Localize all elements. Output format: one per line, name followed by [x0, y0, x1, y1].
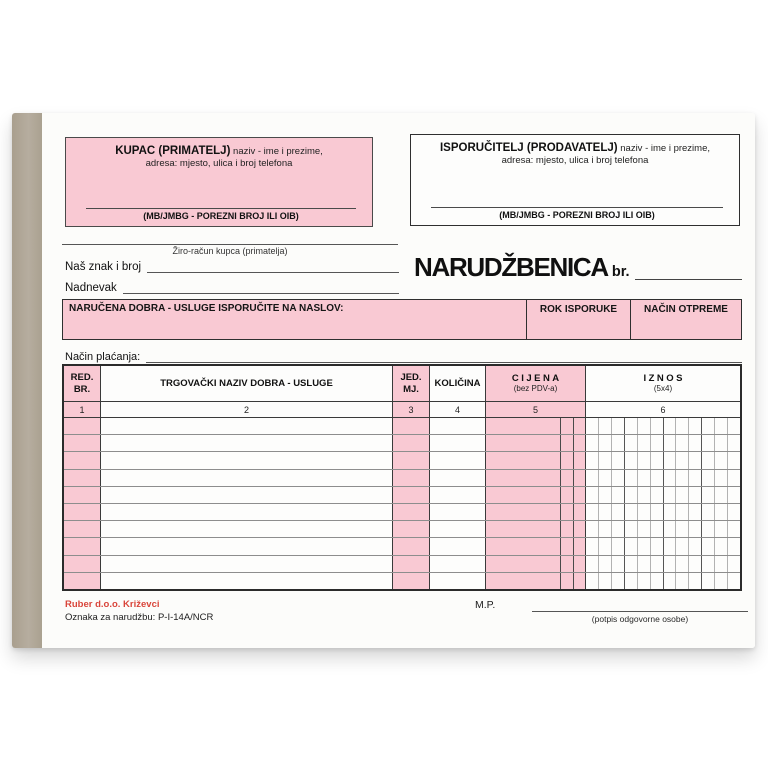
iznos-digit-cell: [715, 470, 728, 486]
iznos-digit-cell: [728, 521, 740, 537]
iznos-digit-cell: [625, 435, 638, 451]
colnum-4: 4: [430, 402, 486, 417]
iznos-digit-cell: [689, 504, 702, 520]
cijena-subline: [573, 538, 574, 554]
table-cell: [393, 556, 430, 572]
cijena-subline: [573, 521, 574, 537]
items-table: [62, 364, 742, 591]
iznos-digit-cell: [586, 470, 599, 486]
iznos-digit-cell: [702, 521, 715, 537]
table-cell: [64, 573, 101, 589]
table-cell: [430, 470, 486, 486]
cijena-subline: [560, 521, 561, 537]
table-cell: [393, 504, 430, 520]
our-ref-blank-line: [147, 259, 399, 273]
table-cell: [430, 418, 486, 434]
iznos-digit-cell: [728, 573, 740, 589]
iznos-digit-cell: [599, 452, 612, 468]
iznos-digit-cell: [612, 504, 625, 520]
order-number-blank-line: [635, 269, 742, 280]
cijena-subline: [560, 487, 561, 503]
iznos-digit-cell: [676, 470, 689, 486]
iznos-digit-cell: [676, 556, 689, 572]
iznos-digit-cell: [599, 573, 612, 589]
table-row: [64, 452, 740, 469]
supplier-box-heading: [411, 142, 739, 154]
table-cell: [486, 418, 586, 434]
iznos-digit-cell: [586, 418, 599, 434]
table-cell: [586, 504, 740, 520]
date-label: Nadnevak: [65, 282, 117, 294]
form-title-block: [414, 254, 742, 280]
table-cell: [586, 435, 740, 451]
supplier-subtitle2: adresa: mjesto, ulica i broj telefona: [501, 155, 649, 166]
iznos-digit-cell: [676, 538, 689, 554]
iznos-digit-cell: [651, 487, 664, 503]
iznos-digit-cell: [599, 504, 612, 520]
iznos-digit-cell: [612, 538, 625, 554]
table-cell: [586, 452, 740, 468]
iznos-digit-cell: [599, 538, 612, 554]
iznos-digit-cell: [715, 418, 728, 434]
table-cell: [586, 573, 740, 589]
our-ref-label: Naš znak i broj: [65, 261, 142, 273]
iznos-digit-cell: [612, 435, 625, 451]
table-cell: [393, 573, 430, 589]
table-cell: [101, 521, 393, 537]
iznos-digit-cell: [625, 470, 638, 486]
iznos-digit-cell: [612, 556, 625, 572]
cijena-subline: [560, 538, 561, 554]
iznos-digit-cell: [702, 504, 715, 520]
iznos-digit-cell: [625, 556, 638, 572]
form-title-suffix: br.: [611, 264, 630, 280]
iznos-digit-cell: [651, 452, 664, 468]
iznos-digit-cell: [612, 470, 625, 486]
cijena-subline: [573, 556, 574, 572]
cijena-subline: [573, 504, 574, 520]
iznos-digit-cell: [702, 435, 715, 451]
table-cell: [393, 521, 430, 537]
iznos-digit-cell: [612, 452, 625, 468]
table-cell: [430, 435, 486, 451]
signature-area: [532, 602, 748, 624]
colnum-6: 6: [660, 404, 666, 415]
table-cell: [586, 487, 740, 503]
iznos-digit-cell: [702, 452, 715, 468]
table-cell: [64, 538, 101, 554]
table-row: [64, 487, 740, 504]
cijena-subline: [560, 556, 561, 572]
iznos-digit-cell: [586, 452, 599, 468]
delivery-deadline-label: ROK ISPORUKE: [527, 300, 631, 339]
table-cell: [430, 452, 486, 468]
iznos-digit-cell: [625, 504, 638, 520]
date-row: [65, 280, 399, 294]
iznos-digit-cell: [664, 521, 677, 537]
cijena-subline: [573, 470, 574, 486]
column-number-row: [64, 402, 740, 418]
iznos-digit-cell: [689, 418, 702, 434]
date-blank-line: [123, 280, 399, 294]
iznos-digit-cell: [664, 470, 677, 486]
cijena-subline: [560, 504, 561, 520]
table-cell: [101, 538, 393, 554]
table-cell: [64, 521, 101, 537]
buyer-box-heading: [66, 145, 372, 157]
table-cell: [586, 521, 740, 537]
table-cell: [101, 452, 393, 468]
iznos-digit-cell: [689, 556, 702, 572]
table-cell: [586, 538, 740, 554]
table-cell: [486, 573, 586, 589]
table-cell: [430, 556, 486, 572]
iznos-digit-cell: [651, 435, 664, 451]
iznos-digit-cell: [651, 504, 664, 520]
iznos-digit-cell: [599, 418, 612, 434]
table-cell: [393, 538, 430, 554]
table-cell: [586, 418, 740, 434]
colnum-1: 1: [64, 402, 101, 417]
colnum-5: 5: [486, 402, 586, 417]
iznos-digit-cell: [702, 470, 715, 486]
table-cell: [430, 521, 486, 537]
iznos-digit-cell: [651, 470, 664, 486]
table-cell: [64, 435, 101, 451]
iznos-digit-cell: [664, 504, 677, 520]
table-row: [64, 556, 740, 573]
table-cell: [486, 556, 586, 572]
cijena-subline: [573, 452, 574, 468]
cijena-subline: [560, 452, 561, 468]
table-cell: [430, 538, 486, 554]
iznos-digit-cell: [689, 573, 702, 589]
header-kolicina: KOLIČINA: [430, 366, 486, 401]
iznos-digit-cell: [728, 556, 740, 572]
items-table-header: [64, 366, 740, 402]
iznos-digit-cell: [676, 487, 689, 503]
table-row: [64, 435, 740, 452]
iznos-digit-cell: [689, 452, 702, 468]
iznos-digit-cell: [638, 435, 651, 451]
table-cell: [64, 470, 101, 486]
iznos-digit-cell: [638, 538, 651, 554]
iznos-digit-cell: [599, 487, 612, 503]
iznos-digit-cell: [689, 487, 702, 503]
iznos-digit-cell: [625, 573, 638, 589]
signature-label: (potpis odgovorne osobe): [591, 614, 689, 624]
iznos-digit-cell: [638, 521, 651, 537]
iznos-digit-cell: [625, 521, 638, 537]
iznos-digit-cell: [599, 435, 612, 451]
table-cell: [586, 556, 740, 572]
signature-blank-line: [532, 602, 748, 612]
iznos-digit-cell: [664, 538, 677, 554]
payment-row: [65, 349, 742, 363]
payment-blank-line: [146, 349, 742, 363]
table-row: [64, 418, 740, 435]
iznos-digit-cell: [702, 556, 715, 572]
iznos-digit-cell: [715, 487, 728, 503]
iznos-digit-cell: [612, 573, 625, 589]
iznos-digit-cell: [702, 538, 715, 554]
iznos-digit-cell: [715, 435, 728, 451]
table-row: [64, 470, 740, 487]
iznos-digit-cell: [599, 521, 612, 537]
table-cell: [101, 487, 393, 503]
iznos-digit-cell: [676, 521, 689, 537]
iznos-digit-cell: [586, 521, 599, 537]
table-cell: [64, 452, 101, 468]
table-cell: [101, 556, 393, 572]
table-cell: [64, 556, 101, 572]
iznos-digit-cell: [638, 556, 651, 572]
form-order-code: Oznaka za narudžbu: P-I-14A/NCR: [65, 612, 214, 623]
iznos-digit-cell: [625, 487, 638, 503]
iznos-digit-cell: [728, 435, 740, 451]
iznos-digit-cell: [702, 573, 715, 589]
iznos-digit-cell: [702, 487, 715, 503]
iznos-digit-cell: [676, 435, 689, 451]
iznos-digit-cell: [599, 470, 612, 486]
iznos-digit-cell: [638, 452, 651, 468]
table-cell: [486, 470, 586, 486]
iznos-digit-cell: [651, 538, 664, 554]
order-form-pad: [12, 113, 755, 648]
buyer-box: [65, 137, 373, 227]
table-row: [64, 538, 740, 555]
table-row: [64, 521, 740, 538]
our-ref-row: [65, 259, 399, 273]
iznos-digit-cell: [715, 556, 728, 572]
iznos-digit-cell: [676, 504, 689, 520]
iznos-digit-cell: [728, 538, 740, 554]
buyer-title: KUPAC (PRIMATELJ): [115, 145, 231, 157]
colnum-2: 2: [101, 402, 393, 417]
table-cell: [486, 487, 586, 503]
iznos-digit-cell: [638, 573, 651, 589]
table-cell: [430, 504, 486, 520]
iznos-digit-cell: [728, 470, 740, 486]
iznos-digit-cell: [586, 504, 599, 520]
iznos-digit-cell: [715, 452, 728, 468]
iznos-digit-cell: [638, 470, 651, 486]
table-cell: [486, 521, 586, 537]
table-cell: [486, 538, 586, 554]
supplier-title: ISPORUČITELJ (PRODAVATELJ): [439, 142, 618, 154]
iznos-digit-cell: [586, 435, 599, 451]
iznos-digit-cell: [625, 452, 638, 468]
iznos-digit-cell: [599, 556, 612, 572]
table-cell: [586, 470, 740, 486]
iznos-digit-cell: [586, 573, 599, 589]
header-jedmj: JED. MJ.: [393, 366, 430, 401]
iznos-digit-cell: [638, 504, 651, 520]
iznos-digit-cell: [664, 452, 677, 468]
iznos-digit-cell: [664, 418, 677, 434]
shipping-method-label: NAČIN OTPREME: [644, 304, 728, 315]
table-cell: [64, 418, 101, 434]
table-cell: [430, 487, 486, 503]
iznos-digit-cell: [586, 487, 599, 503]
iznos-digit-cell: [638, 418, 651, 434]
iznos-digit-cell: [715, 504, 728, 520]
table-cell: [393, 418, 430, 434]
supplier-box: [410, 134, 740, 226]
form-title: NARUDŽBENICA: [414, 252, 608, 282]
iznos-digit-cell: [728, 504, 740, 520]
iznos-digit-cell: [728, 418, 740, 434]
table-cell: [101, 435, 393, 451]
iznos-digit-cell: [664, 435, 677, 451]
buyer-subtitle: naziv - ime i prezime,: [233, 146, 323, 157]
delivery-address-label: NARUČENA DOBRA - USLUGE ISPORUČITE NA NASLOV:: [63, 300, 527, 339]
colnum-3: 3: [393, 402, 430, 417]
giro-account-label: Žiro-račun kupca (primatelja): [62, 244, 398, 256]
payment-label: Način plaćanja:: [65, 351, 141, 363]
cijena-subline: [573, 487, 574, 503]
buyer-tax-id-label: (MB/JMBG - POREZNI BROJ ILI OIB): [86, 208, 356, 221]
iznos-digit-cell: [664, 556, 677, 572]
table-cell: [486, 452, 586, 468]
stamp-placeholder-label: M.P.: [475, 599, 496, 611]
cijena-subline: [560, 470, 561, 486]
iznos-digit-cell: [651, 418, 664, 434]
cijena-subline: [560, 418, 561, 434]
iznos-digit-cell: [651, 556, 664, 572]
cijena-subline: [560, 435, 561, 451]
table-row: [64, 573, 740, 589]
cijena-subline: [560, 573, 561, 589]
iznos-digit-cell: [689, 470, 702, 486]
iznos-digit-cell: [676, 418, 689, 434]
iznos-digit-cell: [638, 487, 651, 503]
table-cell: [486, 435, 586, 451]
items-table-body: [64, 418, 740, 589]
iznos-digit-cell: [612, 521, 625, 537]
table-cell: [64, 487, 101, 503]
iznos-digit-cell: [728, 487, 740, 503]
iznos-digit-cell: [702, 418, 715, 434]
iznos-digit-cell: [612, 418, 625, 434]
delivery-band: [62, 299, 742, 340]
iznos-digit-cell: [715, 573, 728, 589]
cijena-subline: [573, 435, 574, 451]
cardboard-backing: [12, 113, 42, 648]
header-naziv: TRGOVAČKI NAZIV DOBRA - USLUGE: [101, 366, 393, 401]
supplier-tax-id-label: (MB/JMBG - POREZNI BROJ ILI OIB): [431, 207, 723, 220]
iznos-digit-cell: [612, 487, 625, 503]
table-cell: [430, 573, 486, 589]
iznos-digit-cell: [586, 556, 599, 572]
table-cell: [393, 487, 430, 503]
table-cell: [64, 504, 101, 520]
table-cell: [393, 470, 430, 486]
iznos-digit-cell: [715, 521, 728, 537]
table-row: [64, 504, 740, 521]
header-iznos: IZNOS (5x4): [643, 372, 686, 394]
buyer-subtitle2: adresa: mjesto, ulica i broj telefona: [145, 158, 293, 169]
iznos-digit-cell: [689, 521, 702, 537]
header-cijena: CIJENA (bez PDV-a): [486, 366, 586, 401]
iznos-digit-cell: [728, 452, 740, 468]
order-form-sheet: [42, 113, 755, 648]
iznos-digit-cell: [651, 573, 664, 589]
table-cell: [393, 452, 430, 468]
iznos-digit-cell: [689, 435, 702, 451]
iznos-digit-cell: [715, 538, 728, 554]
iznos-digit-cell: [676, 452, 689, 468]
iznos-digit-cell: [664, 487, 677, 503]
iznos-digit-cell: [651, 521, 664, 537]
table-cell: [393, 435, 430, 451]
iznos-digit-cell: [676, 573, 689, 589]
supplier-subtitle: naziv - ime i prezime,: [620, 143, 710, 154]
header-redbr: RED. BR.: [64, 366, 101, 401]
iznos-digit-cell: [664, 573, 677, 589]
iznos-digit-cell: [586, 538, 599, 554]
iznos-digit-cell: [625, 538, 638, 554]
iznos-digit-cell: [689, 538, 702, 554]
cijena-subline: [573, 573, 574, 589]
iznos-digit-cell: [625, 418, 638, 434]
table-cell: [101, 573, 393, 589]
table-cell: [101, 470, 393, 486]
table-cell: [101, 504, 393, 520]
printer-company: Ruber d.o.o. Križevci: [65, 599, 160, 610]
table-cell: [101, 418, 393, 434]
cijena-subline: [573, 418, 574, 434]
table-cell: [486, 504, 586, 520]
